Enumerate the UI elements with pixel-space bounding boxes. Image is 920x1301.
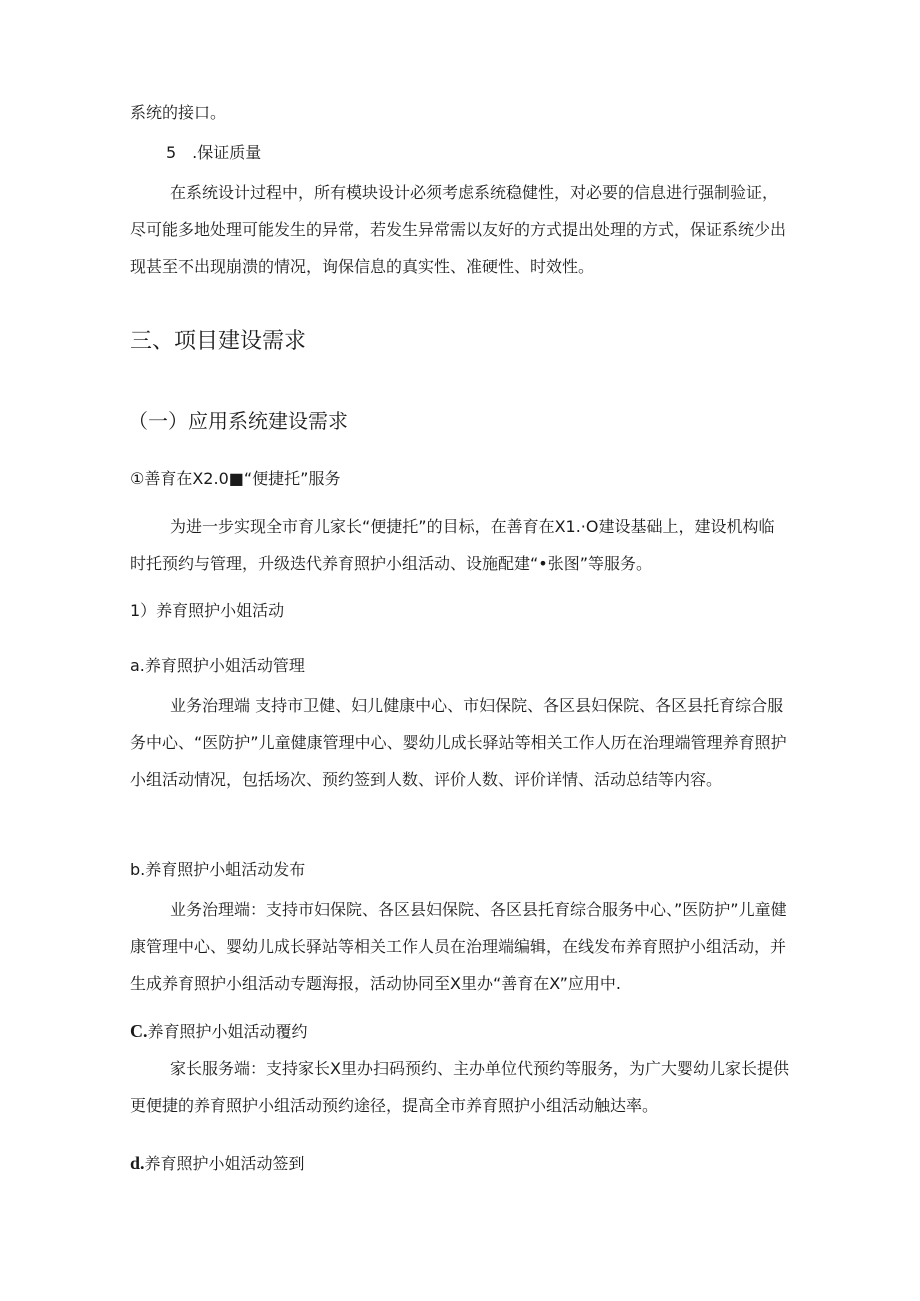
a-body: 业务治理端 支持市卫健、妇儿健康中心、市妇保院、各区县妇保院、各区县托育综合服务中心、“医防护”儿童健康管理中心、婴幼儿成长驿站等相关工作人历在治理端管理养育照护小组活动情况，包括场次、预约签到人数、评价人数、评价详情、活动总结等内容。 [130, 696, 787, 789]
d-title: 养育照护小姐活动签到 [144, 1154, 305, 1173]
item5-heading: 5 .保证质量 [166, 143, 262, 162]
c-body: 家长服务端：支持家长X里办扫码预约、主办单位代预约等服务，为广大婴幼儿家长提供更便捷的养育照护小组活动预约途径，提高全市养育照护小组活动触达率。 [130, 1059, 789, 1115]
item5-body: 在系统设计过程中，所有模块设计必须考虑系统稳健性，对必要的信息进行强制验证，尽可能多地处理可能发生的异常，若发生异常需以友好的方式提出处理的方式，保证系统少出现甚至不出现崩溃的情况，询保信息的真实性、准硬性、时效性。 [130, 183, 787, 276]
section3-title: 三、项目建设需求 [130, 329, 307, 354]
a-title: a.养育照护小姐活动管理 [130, 656, 305, 675]
b-body: 业务治理端：支持市妇保院、各区县妇保院、各区县托育综合服务中心、”医防护”儿童健康管理中心、婴幼儿成长驿站等相关工作人员在治理端编辑，在线发布养育照护小组活动，并生成养育照护小组活动专题海报，活动协同至X里办“善育在X”应用中. [130, 900, 787, 993]
d-lead: d. [130, 1153, 145, 1173]
section3-1-title: （一）应用系统建设需求 [128, 409, 348, 433]
item1-title: ①善育在X2.0■“便捷托”服务 [130, 469, 341, 488]
item1-body: 为进一步实现全市育儿家长“便捷托”的目标，在善育在X1.·O建设基础上，建设机构临时托预约与管理，升级迭代养育照护小组活动、设施配建“•张图”等服务。 [130, 517, 775, 573]
b-title: b.养育照护小蛆活动发布 [130, 860, 306, 879]
c-title: 养育照护小姐活动覆约 [147, 1022, 308, 1041]
sub1-title: 1）养育照护小姐活动 [130, 601, 285, 620]
c-title-line [130, 1021, 308, 1042]
d-title-line [130, 1153, 305, 1174]
c-lead: C. [130, 1021, 148, 1041]
line-interface: 系统的接口。 [130, 103, 227, 122]
